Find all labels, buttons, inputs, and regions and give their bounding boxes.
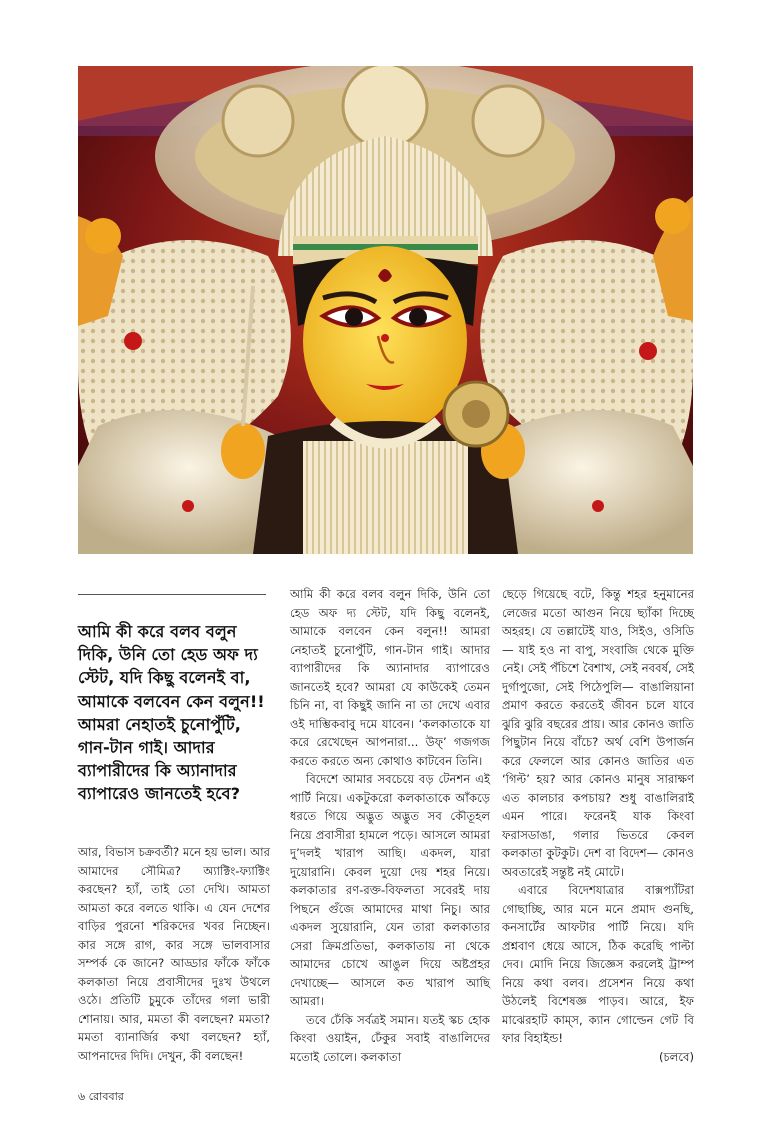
article-column-1 <box>78 843 270 1065</box>
paragraph: বিদেশে আমার সবচেয়ে বড় টেনশন এই পার্টি নিয়ে। একটুকরো কলকাতাকে আঁকড়ে ধরতে গিয়ে অদ্ভুত অদ্ভুত সব কৌতূহল নিয়ে প্রবাসীরা হামলে পড়ে। আসলে আমরা দু’দলই খারাপ আছি। একদল, যারা দুয়োরানি। কেবল দুয়ো দেয় শহর নিয়ে। কলকাতার রণ-রক্ত-বিফলতা সবেরই দায় পিছনে গুঁজে আমাদের মাথা নিচু। আর একদল সুয়োরানি, যেন তারা কলকাতার সেরা ক্রিমপ্রতিভা, কলকাতায় না থেকে আমাদের চোখে আঙুল দিয়ে অষ্টপ্রহর দেখাচ্ছে— আসলে কত খারাপ আছি আমরা। <box>290 772 490 1008</box>
paragraph: আর, বিভাস চক্রবর্তী? মনে হয় ভাল। আর আমাদের সৌমিত্র? অ্যাক্টিং-ফ্যাক্টিং করছেন? হ্যাঁ, তাই তো দেখি। আমতা আমতা করে বলতে থাকি। এ যেন দেশের বাড়ির পুরনো শরিকদের খবর নিচ্ছেন। কার সঙ্গে রাগ, কার সঙ্গে ভালবাসার সম্পর্ক কে জানে? আড্ডার ফাঁকে ফাঁকে কলকাতা নিয়ে প্রবাসীদের দুঃখ উথলে ওঠে। প্রতিটি চুমুকে তাঁদের গলা ভারী শোনায়। আর, মমতা কী বলছেন? মমতা? মমতা ব্যানার্জির কথা বলছেন? হ্যাঁ, আপনাদের দিদি। দেখুন, কী বলছেন! <box>78 845 270 1063</box>
durga-idol-photo <box>78 66 693 554</box>
pull-quote: আমি কী করে বলব বলুন দিকি, উনি তো হেড অফ দ্য স্টেট, যদি কিছু বলেনই বা, আমাকে বলবেন কেন বলুন!! আমরা নেহাতই চুনোপুঁটি, গান-টান গাই। আদার ব্যাপারীদের কি অ্যানাদার ব্যাপারেও জানতেই হবে? <box>78 622 265 804</box>
article-column-2 <box>290 585 490 1066</box>
article-column-3 <box>502 585 694 1066</box>
paragraph: আমি কী করে বলব বলুন দিকি, উনি তো হেড অফ দ্য স্টেট, যদি কিছু বলেনই, আমাকে বলবেন কেন বলুন!! আমরা নেহাতই চুনোপুঁটি, গান-টান গাই। আদার ব্যাপারীদের কি অ্যানাদার ব্যাপারেও জানতেই হবে? আমরা যে কাউকেই তেমন চিনি না, বা কিছুই জানি না তা দেখে এবার ওই দাম্ভিকবাবু দমে যাবেন। ‘কলকাতাকে যা করে রেখেছেন আপনারা... উফ্’ গজগজ করতে করতে অন্য কোথাও কাটবেন তিনি। <box>290 587 490 768</box>
paragraph: ছেড়ে গিয়েছে বটে, কিন্তু শহর হনুমানের লেজের মতো আগুন নিয়ে ছ্যাঁকা দিচ্ছে অহরহ। যে তল্লাটেই যাও, সিইও, ওসিডি— যাই হও না বাপু, সংবাজি থেকে মুক্তি নেই। সেই পঁচিশে বৈশাখ, সেই নববর্ষ, সেই দুর্গাপুজো, সেই পিঠেপুলি— বাঙালিয়ানা প্রমাণ করতে করতেই জীবন চলে যাবে ঝুরি ঝুরি বছরের প্রায়। আর কোনও জাতি পিছুটান নিয়ে বাঁচে? অর্থ বেশি উপার্জন করে ফেললে আর কোনও জাতির এত ‘গিল্ট’ হয়? আর কোনও মানুষ সারাক্ষণ এত কালচার কপচায়? শুধু বাঙালিরাই এমন পারে। ফরেনই যাক কিংবা ফরাসডাঙা, গলার ভিতরে কেবল কলকাতা কুটকুট। দেশ বা বিদেশ— কোনও অবতারেই সন্তুষ্ট নই মোটে। <box>502 587 694 879</box>
paragraph: এবারে বিদেশযাত্রার বাক্সপ্যাঁটরা গোছাচ্ছি, আর মনে মনে প্রমাদ গুনছি, কনসার্টের আফটার পার্টি নিয়ে। যদি প্রশ্নবাণ ধেয়ে আসে, ঠিক করেছি পাল্টা দেব। মোদি নিয়ে জিজ্ঞেস করলেই ট্রাম্প নিয়ে কথা বলব। প্রসেশন নিয়ে কথা উঠলেই বিশেষজ্ঞ পাড়ব। আরে, ইফ মাঝেরহাট কাম্স, ক্যান গোল্ডেন গেট বি ফার বিহাইন্ড! <box>502 883 694 1045</box>
to-be-continued: (চলবে) <box>658 1049 694 1064</box>
paragraph: তবে ঢেঁকি সর্বত্রই সমান। যতই স্কচ হোক কিংবা ওয়াইন, ঢেঁকুর সবাই বাঙালিদের মতোই তোলে। কলকাতা <box>290 1012 490 1064</box>
page-folio: ৬ রোববার <box>78 1090 124 1103</box>
pull-quote-rule <box>78 594 266 595</box>
